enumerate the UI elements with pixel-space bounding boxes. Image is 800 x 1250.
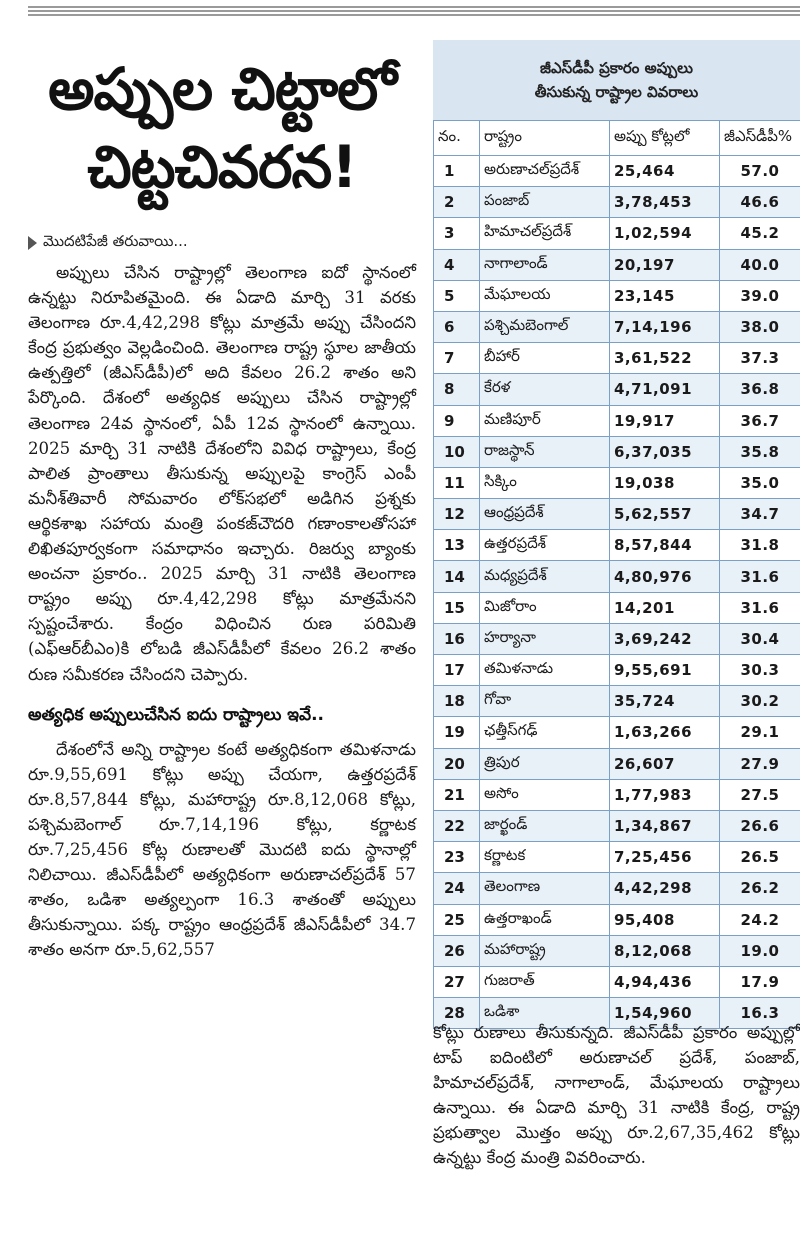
row-gsdp: 31.6 [720,561,800,592]
row-state: మిజోరాం [480,592,610,623]
row-state: రాజస్థాన్ [480,436,610,467]
table-row [434,530,800,561]
row-gsdp: 26.2 [720,873,800,904]
row-debt: 4,71,091 [610,374,720,405]
row-debt: 6,37,035 [610,436,720,467]
row-number: 25 [434,904,480,935]
row-gsdp: 46.6 [720,187,800,218]
row-debt: 8,12,068 [610,935,720,966]
article-left-column [28,50,416,962]
row-number: 26 [434,935,480,966]
row-number: 11 [434,467,480,498]
table-body [434,156,800,1029]
table-header-row [434,121,800,156]
row-debt: 7,25,456 [610,842,720,873]
row-gsdp: 35.0 [720,467,800,498]
debt-table-panel [433,40,800,1023]
table-row [434,343,800,374]
article-right-column [433,1020,800,1171]
row-debt: 1,54,960 [610,998,720,1029]
row-state: మహారాష్ట్ర [480,935,610,966]
row-number: 24 [434,873,480,904]
debt-table [433,120,800,1029]
row-gsdp: 30.2 [720,686,800,717]
row-state: నాగాలాండ్ [480,249,610,280]
row-debt: 95,408 [610,904,720,935]
row-gsdp: 17.9 [720,966,800,997]
row-debt: 20,197 [610,249,720,280]
row-state: సిక్కిం [480,467,610,498]
row-gsdp: 34.7 [720,499,800,530]
row-gsdp: 24.2 [720,904,800,935]
row-number: 19 [434,717,480,748]
row-number: 28 [434,998,480,1029]
row-gsdp: 16.3 [720,998,800,1029]
row-state: త్రిపుర [480,748,610,779]
row-state: కర్ణాటక [480,842,610,873]
row-debt: 35,724 [610,686,720,717]
headline-line-1: అప్పుల చిట్టాలో [48,55,396,123]
row-debt: 1,77,983 [610,779,720,810]
row-debt: 1,34,867 [610,810,720,841]
row-gsdp: 30.4 [720,623,800,654]
row-state: గోవా [480,686,610,717]
row-debt: 4,94,436 [610,966,720,997]
table-row [434,810,800,841]
table-row [434,966,800,997]
row-number: 10 [434,436,480,467]
row-gsdp: 45.2 [720,218,800,249]
row-state: ఛత్తీస్‌గఢ్ [480,717,610,748]
row-number: 3 [434,218,480,249]
continuation-label: మొదటిపేజీ తరువాయి... [43,232,188,250]
row-state: మణిపూర్ [480,405,610,436]
row-number: 22 [434,810,480,841]
row-gsdp: 35.8 [720,436,800,467]
header-state: రాష్ట్రం [480,121,610,156]
table-row [434,436,800,467]
row-number: 21 [434,779,480,810]
row-state: జార్ఖండ్ [480,810,610,841]
table-row [434,592,800,623]
table-row [434,686,800,717]
row-debt: 1,63,266 [610,717,720,748]
row-number: 4 [434,249,480,280]
table-row [434,499,800,530]
row-gsdp: 30.3 [720,655,800,686]
row-number: 23 [434,842,480,873]
row-number: 9 [434,405,480,436]
row-state: ఒడిశా [480,998,610,1029]
row-state: పశ్చిమబెంగాల్ [480,311,610,342]
row-state: బీహార్ [480,343,610,374]
row-state: అరుణాచల్‌ప్రదేశ్ [480,156,610,187]
table-row [434,623,800,654]
arrow-right-icon [28,236,37,250]
row-debt: 3,61,522 [610,343,720,374]
row-debt: 4,42,298 [610,873,720,904]
headline [28,50,416,206]
table-title [433,40,800,120]
table-row [434,187,800,218]
row-gsdp: 29.1 [720,717,800,748]
row-debt: 23,145 [610,280,720,311]
row-number: 15 [434,592,480,623]
row-number: 27 [434,966,480,997]
continuation-note [28,232,416,254]
row-state: తమిళనాడు [480,655,610,686]
row-state: మేఘాలయ [480,280,610,311]
table-row [434,748,800,779]
row-number: 5 [434,280,480,311]
row-state: ఆంధ్రప్రదేశ్ [480,499,610,530]
table-row [434,873,800,904]
table-row [434,904,800,935]
row-gsdp: 26.6 [720,810,800,841]
row-debt: 1,02,594 [610,218,720,249]
header-debt: అప్పు కోట్లలో [610,121,720,156]
table-row [434,467,800,498]
row-number: 1 [434,156,480,187]
row-debt: 26,607 [610,748,720,779]
row-debt: 19,917 [610,405,720,436]
row-gsdp: 27.9 [720,748,800,779]
table-row [434,311,800,342]
table-row [434,405,800,436]
row-gsdp: 36.7 [720,405,800,436]
row-gsdp: 39.0 [720,280,800,311]
row-debt: 3,69,242 [610,623,720,654]
row-gsdp: 31.8 [720,530,800,561]
row-gsdp: 40.0 [720,249,800,280]
row-debt: 19,038 [610,467,720,498]
row-state: ఉత్తరాఖండ్ [480,904,610,935]
row-state: అసోం [480,779,610,810]
row-number: 18 [434,686,480,717]
row-debt: 25,464 [610,156,720,187]
table-row [434,156,800,187]
row-number: 14 [434,561,480,592]
row-state: గుజరాత్ [480,966,610,997]
table-row [434,374,800,405]
top-rule [28,6,800,16]
row-debt: 14,201 [610,592,720,623]
table-row [434,842,800,873]
table-row [434,655,800,686]
table-row [434,935,800,966]
row-state: హర్యానా [480,623,610,654]
row-debt: 7,14,196 [610,311,720,342]
row-debt: 5,62,557 [610,499,720,530]
row-gsdp: 31.6 [720,592,800,623]
table-row [434,218,800,249]
row-number: 12 [434,499,480,530]
header-number: నం. [434,121,480,156]
row-debt: 8,57,844 [610,530,720,561]
row-gsdp: 57.0 [720,156,800,187]
table-title-line-2: తీసుకున్న రాష్ట్రాల వివరాలు [534,83,699,101]
row-number: 2 [434,187,480,218]
headline-line-2: చిట్టచివరన! [87,133,357,201]
row-state: తెలంగాణ [480,873,610,904]
row-gsdp: 26.5 [720,842,800,873]
row-number: 20 [434,748,480,779]
row-number: 17 [434,655,480,686]
article-paragraph-3: కోట్లు రుణాలు తీసుకున్నది. జీఎస్‌డీపీ ప్రకారం అప్పుల్లో టాప్ ఐదింటిలో అరుణాచల్ ప్రదేశ్, పంజాబ్, హిమాచల్‌ప్రదేశ్, నాగాలాండ్, మేఘాలయ రాష్ట్రాలు ఉన్నాయి. ఈ ఏడాది మార్చి 31 నాటికి కేంద్ర, రాష్ట్ర ప్రభుత్వాల మొత్తం అప్పు రూ.2,67,35,462 కోట్లు ఉన్నట్టు కేంద్ర మంత్రి వివరించారు. [433,1023,800,1168]
row-state: ఉత్తరప్రదేశ్ [480,530,610,561]
row-gsdp: 27.5 [720,779,800,810]
row-debt: 9,55,691 [610,655,720,686]
row-state: పంజాబ్ [480,187,610,218]
row-number: 7 [434,343,480,374]
row-gsdp: 37.3 [720,343,800,374]
table-row [434,717,800,748]
row-state: కేరళ [480,374,610,405]
row-gsdp: 38.0 [720,311,800,342]
article-paragraph-2: దేశంలోనే అన్ని రాష్ట్రాల కంటే అత్యధికంగా తమిళనాడు రూ.9,55,691 కోట్లు అప్పు చేయగా, ఉత్తరప్రదేశ్ రూ.8,57,844 కోట్లు, మహారాష్ట్ర రూ.8,12,068 కోట్లు, పశ్చిమబెంగాల్ రూ.7,14,196 కోట్లు, కర్ణాటక రూ.7,25,456 కోట్ల రుణాలతో మొదటి ఐదు స్థానాల్లో నిలిచాయి. జీఎస్‌డీపీలో అత్యధికంగా అరుణాచల్‌ప్రదేశ్ 57 శాతం, ఒడిశా అత్యల్పంగా 16.3 శాతంతో అప్పులు తీసుకున్నాయి. పక్క రాష్ట్రం ఆంధ్రప్రదేశ్ జీఎస్‌డీపీలో 34.7 శాతం అనగా రూ.5,62,557 [28,739,416,960]
row-debt: 3,78,453 [610,187,720,218]
table-row [434,280,800,311]
row-debt: 4,80,976 [610,561,720,592]
table-title-line-1: జీఎస్‌డీపీ ప్రకారం అప్పులు [540,59,693,77]
row-number: 16 [434,623,480,654]
table-row [434,779,800,810]
row-number: 8 [434,374,480,405]
table-row [434,249,800,280]
row-state: హిమాచల్‌ప్రదేశ్ [480,218,610,249]
table-row [434,561,800,592]
row-gsdp: 19.0 [720,935,800,966]
row-gsdp: 36.8 [720,374,800,405]
row-state: మధ్యప్రదేశ్ [480,561,610,592]
header-gsdp: జీఎస్‌డీపీ% [720,121,800,156]
row-number: 13 [434,530,480,561]
article-paragraph-1: అప్పులు చేసిన రాష్ట్రాల్లో తెలంగాణ ఐదో స్థానంలో ఉన్నట్టు నిరూపితమైంది. ఈ ఏడాది మార్చి 31 వరకు తెలంగాణ రూ.4,42,298 కోట్లు మాత్రమే అప్పు చేసిందని కేంద్ర ప్రభుత్వం వెల్లడించింది. తెలంగాణ రాష్ట్ర స్థూల జాతీయ ఉత్పత్తిలో (జీఎస్‌డీపీ)లో అది కేవలం 26.2 శాతం అని పేర్కొంది. దేశంలో అత్యధిక అప్పులు చేసిన రాష్ట్రాల్లో తెలంగాణ 24వ స్థానంలో, ఏపీ 12వ స్థానంలో ఉన్నాయి. 2025 మార్చి 31 నాటికి దేశంలోని వివిధ రాష్ట్రాలు, కేంద్ర పాలిత ప్రాంతాలు తీసుకున్న అప్పులపై కాంగ్రెస్ ఎంపీ మనీశ్‌తివారీ సోమవారం లోక్‌సభలో అడిగిన ప్రశ్నకు ఆర్థికశాఖ సహాయ మంత్రి పంకజ్‌చౌదరి గణాంకాలతోసహా లిఖితపూర్వకంగా సమాధానం ఇచ్చారు. రిజర్వు బ్యాంకు అంచనా ప్రకారం.. 2025 మార్చి 31 నాటికి తెలంగాణ రాష్ట్రం అప్పు రూ.4,42,298 కోట్లు మాత్రమేనని స్పష్టంచేశారు. కేంద్రం విధించిన రుణ పరిమితి (ఎఫ్ఆర్‌బీఎం)కి లోబడి జీఎస్‌డీపీలో కేవలం 26.2 శాతం రుణ సమీకరణ చేసిందని చెప్పారు. [28,263,416,684]
row-number: 6 [434,311,480,342]
subheading: అత్యధిక అప్పులుచేసిన ఐదు రాష్ట్రాలు ఇవే.. [28,704,324,725]
